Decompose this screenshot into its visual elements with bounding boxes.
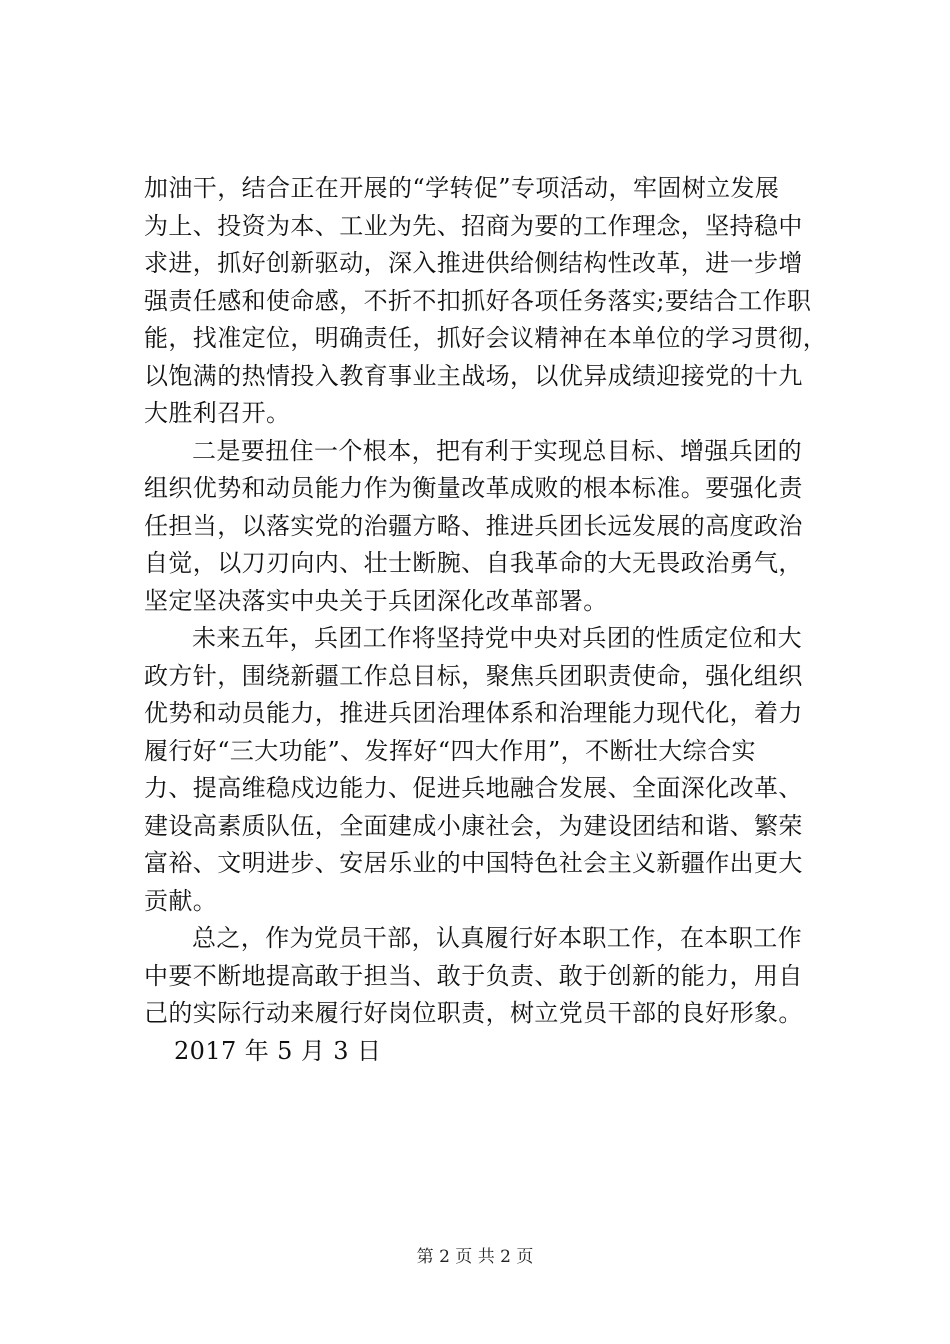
- text-line: 履行好“三大功能”、发挥好“四大作用”，不断壮大综合实: [144, 736, 756, 765]
- text-line: 中要不断地提高敢于担当、敢于负责、敢于创新的能力，用自: [144, 961, 803, 990]
- text-line: 求进，抓好创新驱动，深入推进供给侧结构性改革，进一步增: [144, 249, 803, 277]
- paragraph-first-line: 未来五年，兵团工作将坚持党中央对兵团的性质定位和大: [192, 624, 802, 652]
- page-number-footer: 第 2 页 共 2 页: [416, 1247, 534, 1267]
- document-date: 2017 年 5 月 3 日: [174, 1036, 382, 1065]
- text-line: 贡献。: [144, 886, 218, 915]
- text-line: 建设高素质队伍，全面建成小康社会，为建设团结和谐、繁荣: [144, 811, 803, 840]
- text-line: 为上、投资为本、工业为先、招商为要的工作理念，坚持稳中: [144, 211, 803, 240]
- text-line: 加油干，结合正在开展的“学转促”专项活动，牢固树立发展: [144, 174, 780, 202]
- text-line: 自觉，以刀刃向内、壮士断腕、自我革命的大无畏政治勇气，: [144, 549, 803, 577]
- text-line: 大胜利召开。: [144, 399, 291, 427]
- text-line: 政方针，围绕新疆工作总目标，聚焦兵团职责使命，强化组织: [144, 661, 803, 690]
- text-line: 富裕、文明进步、安居乐业的中国特色社会主义新疆作出更大: [144, 849, 803, 877]
- text-line: 能，找准定位，明确责任，抓好会议精神在本单位的学习贯彻，: [144, 324, 828, 352]
- paragraph-first-line: 总之，作为党员干部，认真履行好本职工作，在本职工作: [192, 924, 802, 952]
- text-line: 坚定坚决落实中央关于兵团深化改革部署。: [144, 586, 608, 615]
- paragraph-first-line: 二是要扭住一个根本，把有利于实现总目标、增强兵团的: [192, 436, 802, 465]
- document-body: [144, 170, 834, 1070]
- text-line: 任担当，以落实党的治疆方略、推进兵团长远发展的高度政治: [144, 511, 803, 540]
- text-line: 己的实际行动来履行好岗位职责，树立党员干部的良好形象。: [144, 999, 803, 1027]
- text-line: 力、提高维稳戍边能力、促进兵地融合发展、全面深化改革、: [144, 774, 803, 802]
- text-line: 组织优势和动员能力作为衡量改革成败的根本标准。要强化责: [144, 474, 803, 502]
- text-line: 优势和动员能力，推进兵团治理体系和治理能力现代化，着力: [144, 699, 803, 727]
- text-line: 以饱满的热情投入教育事业主战场，以优异成绩迎接党的十九: [144, 361, 803, 390]
- text-line: 强责任感和使命感，不折不扣抓好各项任务落实;要结合工作职: [144, 286, 812, 315]
